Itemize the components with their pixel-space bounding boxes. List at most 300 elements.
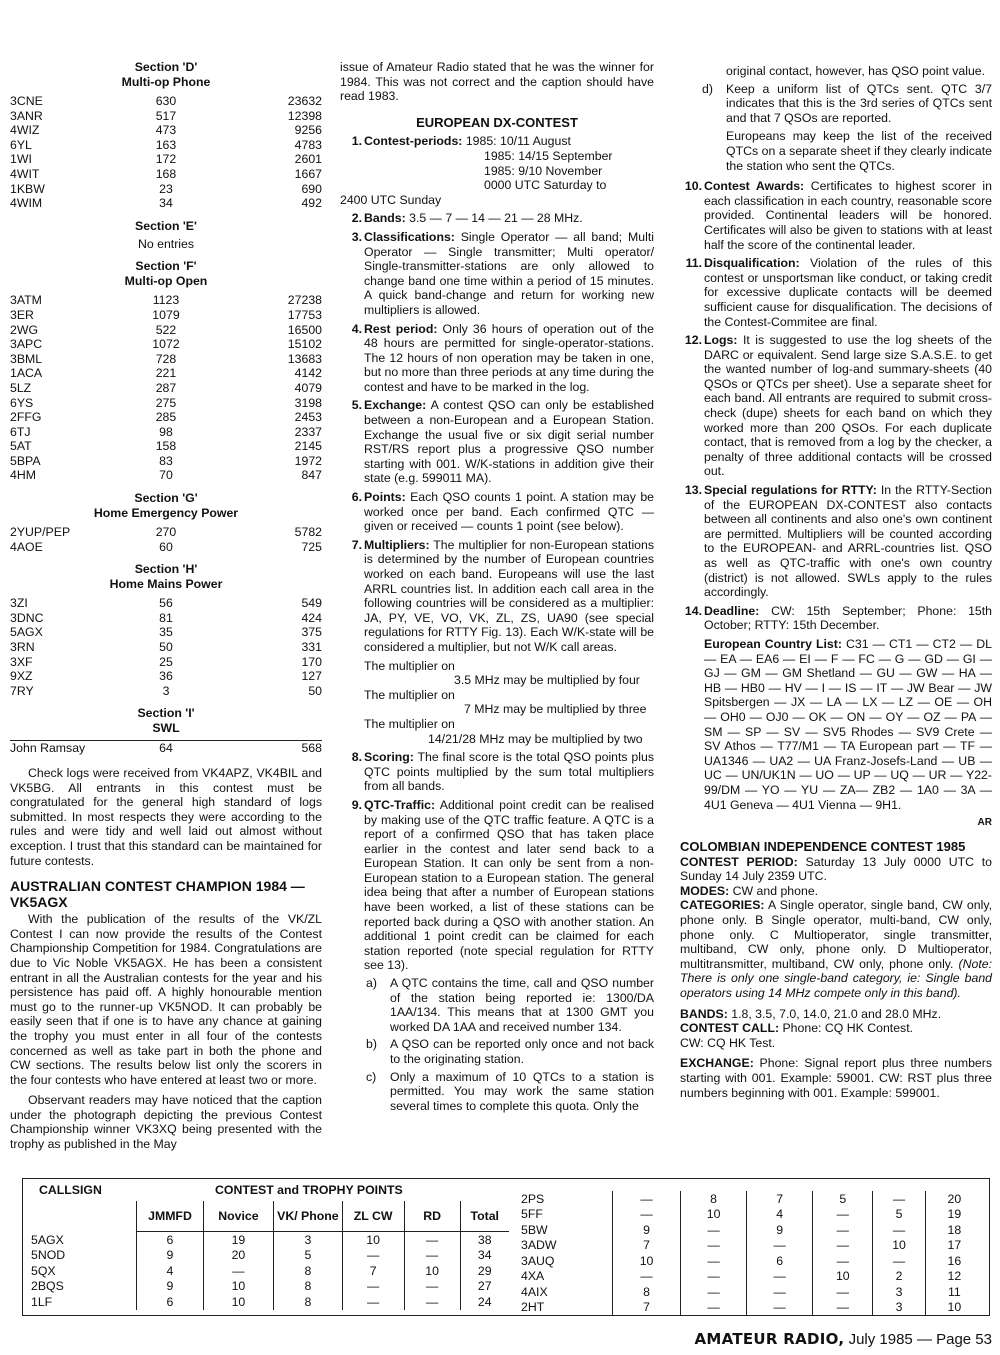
text-span: Phone: CQ HK Contest. bbox=[782, 1021, 914, 1036]
score-cell: 13683 bbox=[287, 351, 322, 366]
table-row bbox=[10, 454, 322, 469]
section-title: Section 'H' bbox=[134, 562, 198, 577]
callsign-cell: 5QX bbox=[31, 1263, 56, 1278]
text-span: The multiplier on bbox=[364, 716, 455, 731]
points-cell: 6 bbox=[137, 1232, 203, 1248]
points-cell: 24 bbox=[460, 1294, 509, 1310]
points-cell: 12 bbox=[925, 1269, 983, 1285]
callsign-header: CALLSIGN bbox=[39, 1183, 102, 1197]
exchange bbox=[680, 1056, 992, 1100]
table-row bbox=[10, 167, 322, 182]
column-1 bbox=[10, 60, 322, 1152]
callsign-cell: 3ER bbox=[10, 307, 34, 322]
contest-call bbox=[680, 1021, 992, 1036]
callsign-cell: 6YS bbox=[10, 395, 34, 410]
rule-9 bbox=[340, 798, 654, 1113]
text-span: Contest Awards: bbox=[704, 179, 805, 194]
qso-cell: 36 bbox=[159, 669, 173, 684]
text-span: 12. bbox=[684, 333, 702, 348]
points-cell: 4 bbox=[137, 1263, 203, 1279]
section-subtitle: SWL bbox=[152, 721, 180, 736]
country-list: C31 — CT1 — CT2 — DL — EA — EA6 — EI — F — FC — G — GD — GI — GJ — GM — GM Shetland — GU — GW — HA — HB — HB0 — HV — I — IS — IT — JW Bear — JW Spitsbergen — JX — LA — LX — LZ — OE — OH — OH0 — OJ0 — OK — ON — OY — OZ — PA — SM — SP — SV — SV5 Rhodes — SV9 Crete — SV Athos — T77/M1 — TA European part — TF — UA1346 — UA2 — UA Franz-Josefs-Land — UB — UC — UN/UK1N — UO — UP — UQ — UR — Y22-99/DM — YO — YU — ZA— ZB2 — 1A0 — 3A — 4U1 Geneva — 4U1 Vienna — 9H1. bbox=[704, 636, 992, 812]
text-span: Phone: Signal report plus three numbers starting with 001. Example: 59001. CW: RST plus three numbers beginning with 001. Example: 599001. bbox=[680, 1056, 992, 1100]
table-row bbox=[10, 123, 322, 138]
intro-paragraph: issue of Amateur Radio stated that he was the winner for 1984. This was not correct and the caption should have read 1983. bbox=[340, 60, 654, 104]
table-row bbox=[10, 109, 322, 124]
qso-cell: 473 bbox=[155, 123, 177, 138]
section-results-table bbox=[10, 525, 322, 554]
table-row bbox=[10, 669, 322, 684]
text-span: MODES: bbox=[680, 883, 730, 898]
points-cell: 5 bbox=[813, 1191, 873, 1207]
score-cell: 4142 bbox=[294, 366, 322, 381]
text-span: CW and phone. bbox=[732, 883, 819, 898]
callsign-cell: 4WIM bbox=[10, 196, 43, 211]
table-row bbox=[31, 1279, 509, 1295]
table-row bbox=[10, 625, 322, 640]
text-span: 1985: 9/10 November bbox=[484, 163, 603, 178]
text-span: A QSO can be reported only once and not back to the originating station. bbox=[390, 1037, 654, 1066]
text-span: A QTC contains the time, call and QSO number of the station being reported ie: 1300/DA 1AA/134. This means that at 1300 GMT you worked DA 1AA and received number 134. bbox=[390, 976, 654, 1034]
rule-6 bbox=[340, 490, 654, 534]
trophy-header-cell: VK/ Phone bbox=[274, 1201, 342, 1232]
text-span: EXCHANGE: bbox=[680, 1056, 754, 1071]
text-span: Multipliers: bbox=[364, 537, 430, 552]
score-cell: 127 bbox=[301, 669, 322, 684]
points-cell: 10 bbox=[681, 1207, 747, 1223]
rule-8 bbox=[340, 750, 654, 794]
trophy-header-cell: Total bbox=[460, 1201, 509, 1232]
qso-cell: 1079 bbox=[152, 307, 180, 322]
points-cell: — bbox=[813, 1253, 873, 1269]
table-row bbox=[521, 1207, 983, 1223]
section-subtitle: Home Emergency Power bbox=[93, 506, 239, 521]
table-row bbox=[31, 1232, 509, 1248]
qso-cell: 1123 bbox=[152, 293, 180, 308]
section-title: Section 'I' bbox=[137, 706, 195, 721]
text-span: BANDS: bbox=[680, 1006, 728, 1021]
contest-period bbox=[680, 855, 992, 884]
qso-cell: 517 bbox=[155, 108, 177, 123]
rule-9c bbox=[364, 1070, 654, 1114]
rule-13 bbox=[680, 483, 992, 600]
score-cell: 1667 bbox=[294, 166, 322, 181]
callsign-cell: 2PS bbox=[521, 1191, 545, 1206]
rule-2 bbox=[340, 211, 654, 226]
text-span: Violation of the rules of this contest or unsportsman like conduct, or taking credit for excessive duplicate contacts will be deemed sufficient cause for disqualification. The decisions of the Contest-Commitee are final. bbox=[704, 256, 992, 329]
table-row bbox=[10, 425, 322, 440]
section-results-table bbox=[10, 740, 322, 756]
qso-cell: 275 bbox=[155, 395, 177, 410]
text-span: b) bbox=[366, 1037, 377, 1052]
text-span: Exchange: bbox=[364, 398, 427, 413]
table-row bbox=[10, 741, 322, 756]
page-footer bbox=[694, 1330, 992, 1348]
qso-cell: 163 bbox=[155, 137, 177, 152]
callsign-cell: 6YL bbox=[10, 137, 32, 152]
rules-list-continued bbox=[680, 179, 992, 812]
score-cell: 549 bbox=[301, 596, 322, 611]
qso-cell: 83 bbox=[159, 453, 173, 468]
table-row bbox=[31, 1263, 509, 1279]
section-title: Section 'G' bbox=[134, 491, 198, 506]
points-cell: 29 bbox=[460, 1263, 509, 1279]
section-title: Section 'F' bbox=[135, 259, 197, 274]
table-row bbox=[10, 525, 322, 540]
text-span: Only 36 hours of operation out of the 48 hours are permitted for single-operator-stations. The 12 hours of non operation may be taken in one, but no more than three periods at any time during the contest and have to be marked in the log. bbox=[364, 321, 654, 394]
callsign-cell: 5FF bbox=[521, 1207, 543, 1222]
table-row bbox=[10, 323, 322, 338]
points-cell: — bbox=[613, 1269, 681, 1285]
section-results-table bbox=[10, 596, 322, 698]
text-span: 1985: 14/15 September bbox=[484, 148, 613, 163]
score-cell: 690 bbox=[301, 181, 322, 196]
text-span: The multiplier on bbox=[364, 658, 455, 673]
text-span: 1985: 10/11 August bbox=[465, 134, 571, 149]
points-cell: 6 bbox=[747, 1253, 813, 1269]
points-cell: — bbox=[681, 1300, 747, 1316]
callsign-cell: 9XZ bbox=[10, 669, 33, 684]
section-subtitle: Multi-op Phone bbox=[121, 75, 211, 89]
rule-1 bbox=[340, 134, 654, 207]
points-cell: — bbox=[203, 1263, 274, 1279]
qso-cell: 728 bbox=[155, 351, 177, 366]
callsign-cell: 4WIT bbox=[10, 166, 40, 181]
text-span: Only a maximum of 10 QTCs to a station is permitted. You may work the same station several times to complete this quota. Only the bbox=[390, 1069, 654, 1113]
score-cell: 4079 bbox=[294, 380, 322, 395]
points-cell: — bbox=[613, 1191, 681, 1207]
qso-cell: 98 bbox=[159, 424, 173, 439]
text-span: c) bbox=[366, 1069, 377, 1084]
country-list-label: European Country List: bbox=[704, 636, 842, 651]
points-cell: 16 bbox=[925, 1253, 983, 1269]
qso-cell: 60 bbox=[159, 539, 173, 554]
qso-cell: 35 bbox=[159, 625, 173, 640]
table-row bbox=[10, 366, 322, 381]
table-row bbox=[10, 540, 322, 555]
callsign-cell: 7RY bbox=[10, 683, 34, 698]
points-cell: 19 bbox=[203, 1232, 274, 1248]
text-span: A Single operator, single band, CW only, phone only. B Single operator, multi-band, CW only, phone only. C Multioperator, single transmitter, multiband, CW only, phone only. D Multioperator, multitransmitter, multiband, CW only, phone only. bbox=[680, 898, 992, 971]
qso-cell: 172 bbox=[155, 152, 177, 167]
champion-paragraph-1: With the publication of the results of the VK/ZL Contest I can now provide the results of the Contest Championship Competition for 1984. Congratulations are due to Vic Noble VK5AGX. He has been a consistent entrant in all the Australian contests for the year and his persistence has paid off. A highly honourable mention must go to the runner-up VK5NOD. It can probably be easily seen that if one is to have any chance at gaining the trophy you must enter in all four of the contests concerned as well as take part in both the phone and CW sections. The results below list only the scorers in the four contests who have entered at least two or more. bbox=[10, 912, 322, 1087]
table-row bbox=[10, 396, 322, 411]
score-cell: 725 bbox=[301, 539, 322, 554]
score-cell: 1972 bbox=[294, 453, 322, 468]
ar-mark: AR bbox=[977, 817, 992, 829]
text-span: It is suggested to use the log sheets of the DARC or equivalent. Send large size S.A.S.E. to get the wanted number of log-and summary-sheets (40 QSOs or QTCs per sheet). Use a separate sheet for each band. All entrants are required to submit cross-check (dupe) sheets for each band on which they worked more than 200 QSOs. For each duplicate contact, that is removed from a log by the checker, a penalty of three additional contacts will be crossed out. bbox=[704, 333, 993, 479]
text-span: Rest period: bbox=[364, 321, 438, 336]
points-cell: 10 bbox=[813, 1269, 873, 1285]
table-row bbox=[10, 611, 322, 626]
callsign-cell: 2FFG bbox=[10, 410, 42, 425]
table-row bbox=[10, 410, 322, 425]
callsign-cell: 6TJ bbox=[10, 424, 31, 439]
qso-cell: 270 bbox=[155, 525, 177, 540]
rules-list bbox=[340, 134, 654, 1113]
points-cell: — bbox=[747, 1238, 813, 1254]
points-cell: 19 bbox=[925, 1207, 983, 1223]
table-row bbox=[10, 196, 322, 211]
points-cell: 10 bbox=[925, 1300, 983, 1316]
qso-cell: 23 bbox=[159, 181, 173, 196]
trophy-header-cell: JMMFD bbox=[137, 1201, 203, 1232]
points-cell: 3 bbox=[873, 1284, 925, 1300]
table-row bbox=[10, 152, 322, 167]
points-cell: — bbox=[404, 1279, 460, 1295]
section-title: Section 'D' bbox=[134, 60, 198, 74]
score-cell: 16500 bbox=[287, 322, 322, 337]
table-row bbox=[521, 1253, 983, 1269]
table-row bbox=[521, 1269, 983, 1285]
score-cell: 2337 bbox=[294, 424, 322, 439]
section-title: Section 'E' bbox=[135, 218, 197, 233]
text-span: Contest-periods: bbox=[364, 134, 463, 149]
qso-cell: 50 bbox=[159, 640, 173, 655]
text-span: 1. bbox=[351, 134, 362, 149]
points-cell: 10 bbox=[203, 1279, 274, 1295]
points-cell: 8 bbox=[274, 1263, 342, 1279]
score-cell: 2601 bbox=[294, 152, 322, 167]
trophy-points-table bbox=[22, 1178, 990, 1316]
european-dx-heading: EUROPEAN DX-CONTEST bbox=[416, 114, 578, 130]
text-span: The multiplier on bbox=[364, 687, 455, 702]
section-results-table bbox=[10, 293, 322, 483]
trophy-header-cell: ZL CW bbox=[342, 1201, 404, 1232]
callsign-cell: 5AGX bbox=[10, 625, 43, 640]
text-span: QTC-Traffic: bbox=[364, 797, 436, 812]
points-cell: 27 bbox=[460, 1279, 509, 1295]
rule-3 bbox=[340, 230, 654, 318]
points-cell: — bbox=[873, 1222, 925, 1238]
score-cell: 3198 bbox=[294, 395, 322, 410]
rule-5 bbox=[340, 398, 654, 486]
callsign-cell: 3XF bbox=[10, 654, 33, 669]
text-span: 3.5 MHz may be multiplied by four bbox=[454, 673, 640, 688]
text-span: Logs: bbox=[704, 333, 738, 348]
header-spacer bbox=[31, 1201, 137, 1232]
points-cell: 10 bbox=[342, 1232, 404, 1248]
trophy-header-cell: Novice bbox=[203, 1201, 274, 1232]
qso-cell: 1072 bbox=[152, 337, 180, 352]
text-span: CONTEST CALL: bbox=[680, 1021, 780, 1036]
text-span: 7. bbox=[351, 537, 362, 552]
table-row bbox=[31, 1294, 509, 1310]
trophy-title: CONTEST and TROPHY POINTS bbox=[215, 1183, 403, 1197]
text-span: 3.5 — 7 — 14 — 21 — 28 MHz. bbox=[409, 211, 583, 226]
points-cell: 11 bbox=[925, 1284, 983, 1300]
contest-call-cw: CW: CQ HK Test. bbox=[680, 1035, 776, 1050]
score-cell: 568 bbox=[301, 741, 322, 756]
points-cell: — bbox=[681, 1238, 747, 1254]
points-cell: 7 bbox=[613, 1300, 681, 1316]
issue-page: July 1985 — Page 53 bbox=[848, 1331, 992, 1348]
colombian-heading: COLOMBIAN INDEPENDENCE CONTEST 1985 bbox=[680, 838, 966, 854]
points-cell: — bbox=[747, 1284, 813, 1300]
score-cell: 9256 bbox=[294, 123, 322, 138]
score-cell: 12398 bbox=[287, 108, 322, 123]
points-cell: 3 bbox=[274, 1232, 342, 1248]
text-span: Special regulations for RTTY: bbox=[704, 483, 877, 498]
rule-10 bbox=[680, 179, 992, 252]
points-cell: 9 bbox=[613, 1222, 681, 1238]
text-span: 11. bbox=[685, 256, 702, 271]
rule-14 bbox=[680, 604, 992, 812]
points-cell: 7 bbox=[613, 1238, 681, 1254]
text-span: 9. bbox=[351, 797, 362, 812]
table-row bbox=[521, 1222, 983, 1238]
text-span: Bands: bbox=[364, 211, 406, 226]
points-cell: — bbox=[681, 1222, 747, 1238]
table-row bbox=[10, 439, 322, 454]
points-cell: 6 bbox=[137, 1294, 203, 1310]
callsign-cell: 4HM bbox=[10, 468, 36, 483]
points-cell: 9 bbox=[137, 1279, 203, 1295]
qso-cell: 221 bbox=[155, 366, 177, 381]
table-row bbox=[10, 352, 322, 367]
points-cell: 5 bbox=[873, 1207, 925, 1223]
callsign-cell: 3ADW bbox=[521, 1238, 557, 1253]
points-cell: 10 bbox=[613, 1253, 681, 1269]
score-cell: 375 bbox=[301, 625, 322, 640]
score-cell: 27238 bbox=[287, 293, 322, 308]
points-cell: 17 bbox=[925, 1238, 983, 1254]
callsign-cell: 1ACA bbox=[10, 366, 43, 381]
points-cell: 8 bbox=[274, 1279, 342, 1295]
table-row bbox=[10, 337, 322, 352]
rule-9a bbox=[364, 976, 654, 1034]
points-cell: — bbox=[873, 1253, 925, 1269]
points-cell: 5 bbox=[274, 1248, 342, 1264]
trophy-header-row bbox=[31, 1201, 509, 1232]
table-row bbox=[31, 1248, 509, 1264]
table-row bbox=[10, 640, 322, 655]
text-span: 14. bbox=[684, 603, 702, 618]
rule-4 bbox=[340, 322, 654, 395]
text-span: 4. bbox=[351, 321, 362, 336]
callsign-cell: 1KBW bbox=[10, 181, 45, 196]
text-span: 0000 UTC Saturday to bbox=[484, 178, 607, 193]
text-span: Points: bbox=[364, 490, 406, 505]
qso-cell: 168 bbox=[155, 166, 177, 181]
rule-12 bbox=[680, 333, 992, 479]
callsign-cell: 3ANR bbox=[10, 108, 43, 123]
callsign-cell: 5AT bbox=[10, 439, 32, 454]
points-cell: 10 bbox=[203, 1294, 274, 1310]
points-cell: 20 bbox=[925, 1191, 983, 1207]
section-subtitle: Multi-op Open bbox=[124, 274, 208, 289]
text-span: Saturday 13 July 0000 UTC to Sunday 14 July 2359 UTC. bbox=[680, 854, 992, 884]
section-note: No entries bbox=[137, 236, 195, 251]
score-cell: 847 bbox=[301, 468, 322, 483]
callsign-cell: 3DNC bbox=[10, 610, 44, 625]
points-cell: — bbox=[404, 1232, 460, 1248]
callsign-cell: 5BW bbox=[521, 1222, 548, 1237]
text-span: 6. bbox=[351, 490, 362, 505]
points-cell: — bbox=[342, 1248, 404, 1264]
points-cell: 7 bbox=[342, 1263, 404, 1279]
points-cell: — bbox=[813, 1207, 873, 1223]
text-span: Each QSO counts 1 point. A station may be worked once per band. Each confirmed QTC — given or received — counts 1 point (see below). bbox=[364, 490, 655, 534]
points-cell: — bbox=[342, 1279, 404, 1295]
points-cell: 18 bbox=[925, 1222, 983, 1238]
qso-cell: 70 bbox=[159, 468, 173, 483]
points-cell: 20 bbox=[203, 1248, 274, 1264]
table-row bbox=[10, 308, 322, 323]
points-cell: 9 bbox=[137, 1248, 203, 1264]
callsign-cell: 2BQS bbox=[31, 1279, 64, 1294]
text-span: Disqualification: bbox=[704, 256, 800, 271]
callsign-cell: 5BPA bbox=[10, 453, 41, 468]
points-cell: — bbox=[813, 1284, 873, 1300]
points-cell: 3 bbox=[873, 1300, 925, 1316]
callsign-cell: 5LZ bbox=[10, 380, 32, 395]
text-span: 2400 UTC Sunday bbox=[340, 192, 442, 207]
text-span: 10. bbox=[684, 179, 702, 194]
callsign-cell: 4AIX bbox=[521, 1284, 548, 1299]
score-cell: 2453 bbox=[294, 410, 322, 425]
text-span: The multiplier for non-European stations is determined by the number of European countries worked on each band. Europeans will use the last ARRL countries list. In addition each call area in the following countries will be considered as a multiplier: JA, PY, VE, VO, VK, ZL, ZS, UA90 (see special regulations for RTTY Fig. 13). Each W/K-state will be considered a multiplier, but not W/K call areas. bbox=[364, 537, 654, 654]
table-row bbox=[10, 138, 322, 153]
score-cell: 4783 bbox=[294, 137, 322, 152]
points-cell: — bbox=[747, 1269, 813, 1285]
rule-9c-continued: original contact, however, has QSO point value. bbox=[726, 64, 986, 78]
callsign-cell: 1WI bbox=[10, 152, 32, 167]
table-row bbox=[10, 684, 322, 699]
callsign-cell: 3RN bbox=[10, 640, 35, 655]
text-span: 3. bbox=[351, 229, 362, 244]
text-span: CATEGORIES: bbox=[680, 898, 765, 913]
text-span: CW: 15th September; Phone: 15th October; RTTY: 15th December. bbox=[704, 603, 992, 633]
qso-cell: 158 bbox=[155, 439, 177, 454]
table-row bbox=[521, 1238, 983, 1254]
score-cell: 331 bbox=[301, 640, 322, 655]
trophy-left-grid bbox=[31, 1201, 509, 1310]
points-cell: — bbox=[813, 1300, 873, 1316]
modes bbox=[680, 884, 992, 899]
table-row bbox=[10, 293, 322, 308]
callsign-cell: 4WIZ bbox=[10, 123, 40, 138]
table-row bbox=[10, 94, 322, 109]
text-span: Single Operator — all band; Multi Operator — Single transmitter; Multi operator/ Single-transmitter-stations are only allowed to change band one time within a period of 15 minutes. A quick band-change and return for working new multipliers is allowed. bbox=[364, 229, 654, 317]
points-cell: 4 bbox=[747, 1207, 813, 1223]
bands bbox=[680, 1007, 992, 1022]
text-span: 1.8, 3.5, 7.0, 14.0, 21.0 and 28.0 MHz. bbox=[731, 1006, 942, 1021]
points-cell: 7 bbox=[747, 1191, 813, 1207]
trophy-right-grid bbox=[521, 1191, 983, 1315]
results-sections bbox=[10, 60, 322, 756]
score-cell: 50 bbox=[308, 683, 322, 698]
points-cell: 38 bbox=[460, 1232, 509, 1248]
text-span: Certificates to highest scorer in each classification in each country, reasonable score provided. Continental leaders will be honored. Certificates will also be given to stations with at least half the score of the continental leader. bbox=[704, 179, 993, 252]
text-span bbox=[704, 637, 992, 812]
points-cell: 8 bbox=[681, 1191, 747, 1207]
table-row bbox=[521, 1191, 983, 1207]
text-span: 7 MHz may be multiplied by three bbox=[464, 702, 647, 717]
column-3 bbox=[680, 60, 992, 1100]
points-cell: — bbox=[613, 1207, 681, 1223]
callsign-cell: 5NOD bbox=[31, 1248, 66, 1263]
rule-9b bbox=[364, 1037, 654, 1066]
qso-cell: 3 bbox=[162, 683, 170, 698]
points-cell: 10 bbox=[404, 1263, 460, 1279]
table-row bbox=[10, 596, 322, 611]
callsign-cell: John Ramsay bbox=[10, 741, 86, 756]
text-span: 5. bbox=[351, 398, 362, 413]
callsign-cell: 3AUQ bbox=[521, 1253, 555, 1268]
text-span: A contest QSO can only be established between a non-European and a European Station. Exchange the usual five or six digit serial number RST/RS report plus a progressive QSO number starting with 001. W/K-stations in addition give their state (e.g. 599011 MA). bbox=[364, 398, 654, 486]
trophy-header-cell: RD bbox=[404, 1201, 460, 1232]
